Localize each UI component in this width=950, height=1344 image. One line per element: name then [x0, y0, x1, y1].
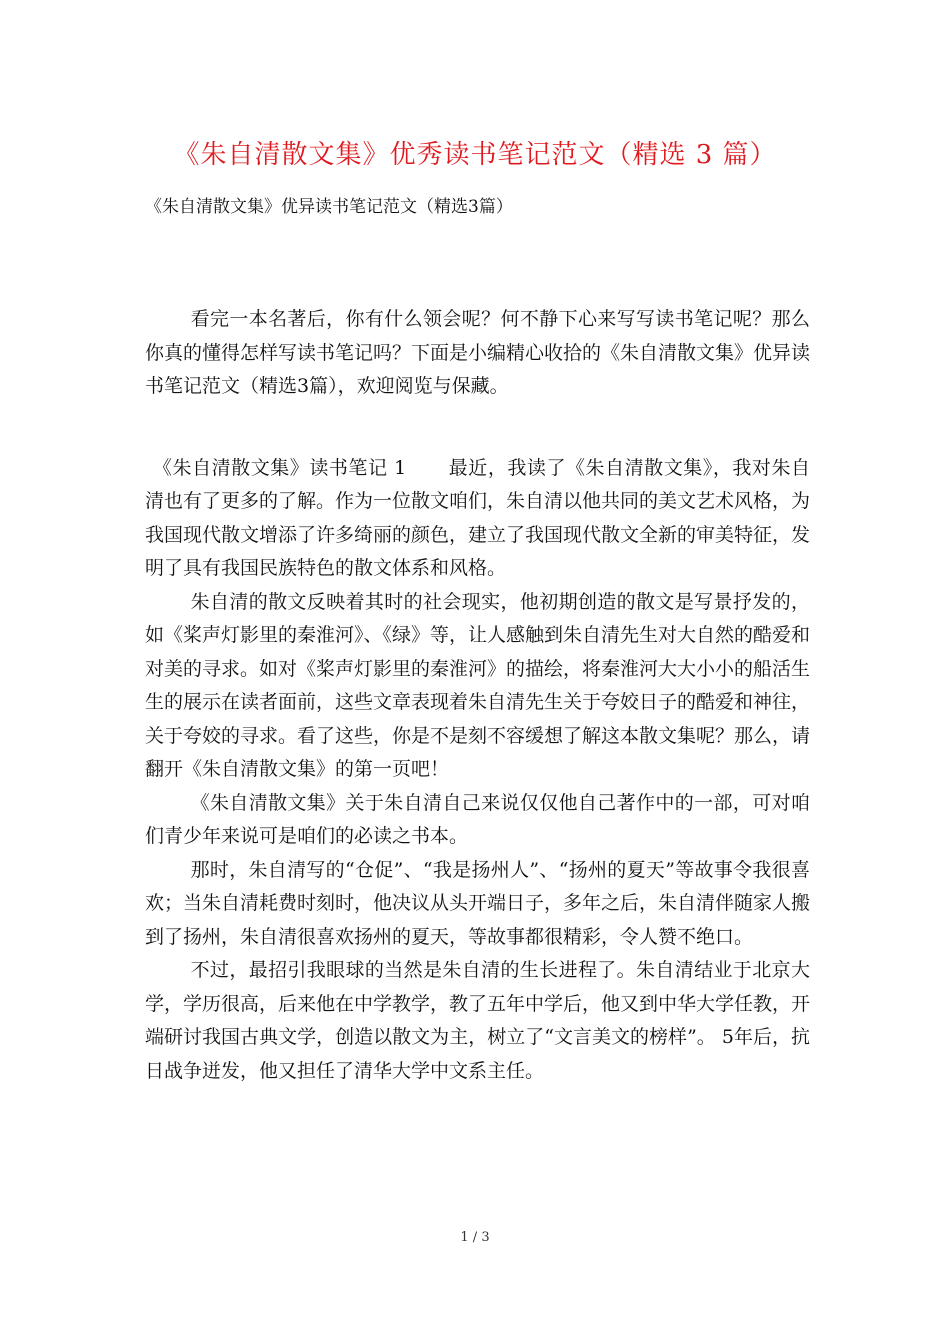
body-paragraph-3: 那时，朱自清写的“仓促”、“我是扬州人”、“扬州的夏天”等故事令我很喜欢；当朱自清耗费时刻时，他决议从头开端日子，多年之后，朱自清伴随家人搬到了扬州，朱自清很喜欢扬州的夏天，等故事都很精彩，令人赞不绝口。 — [145, 858, 811, 948]
section-title: 《朱自清散文集》读书笔记 1 — [153, 456, 407, 479]
section-first-text: 最近，我读了《朱自清散文集》，我对朱自清也有了更多的了解。作为一位散文咱们，朱自清以他共同的美文艺术风格，为我国现代散文增添了许多绮丽的颜色，建立了我国现代散文全新的审美特征，发明了具有我国民族特色的散文体系和风格。 — [145, 456, 811, 579]
body-paragraph-2: 《朱自清散文集》关于朱自清自己来说仅仅他自己著作中的一部，可对咱们青少年来说可是咱们的必读之书本。 — [145, 791, 810, 847]
document-body — [145, 303, 810, 1088]
body-paragraph-1: 朱自清的散文反映着其时的社会现实，他初期创造的散文是写景抒发的，如《桨声灯影里的秦淮河》、《绿》等，让人感触到朱自清先生对大自然的酷爱和对美的寻求。如对《桨声灯影里的秦淮河》的描绘，将秦淮河大大小小的船活生生的展示在读者面前，这些文章表现着朱自清先生关于夸姣日子的酷爱和神往，关于夸姣的寻求。看了这些，你是不是刻不容缓想了解这本散文集呢？那么，请翻开《朱自清散文集》的第一页吧！ — [145, 590, 811, 780]
paragraph-gap — [145, 404, 810, 452]
section-paragraph — [145, 452, 810, 586]
page-number: 1 / 3 — [460, 1230, 490, 1245]
intro-paragraph: 看完一本名著后，你有什么领会呢？何不静下心来写写读书笔记呢？那么你真的懂得怎样写读书笔记吗？下面是小编精心收拾的《朱自清散文集》优异读书笔记范文（精选3篇），欢迎阅览与保藏。 — [145, 308, 811, 397]
document-subtitle: 《朱自清散文集》优异读书笔记范文（精选3篇） — [145, 197, 513, 217]
document-title: 《朱自清散文集》优秀读书笔记范文（精选 3 篇） — [173, 140, 777, 170]
body-paragraph-4: 不过，最招引我眼球的当然是朱自清的生长进程了。朱自清结业于北京大学，学历很高，后来他在中学教学，教了五年中学后，他又到中华大学任教，开端研讨我国古典文学，创造以散文为主，树立了“文言美文的榜样”。 5年后，抗日战争迸发，他又担任了清华大学中文系主任。 — [145, 959, 811, 1082]
